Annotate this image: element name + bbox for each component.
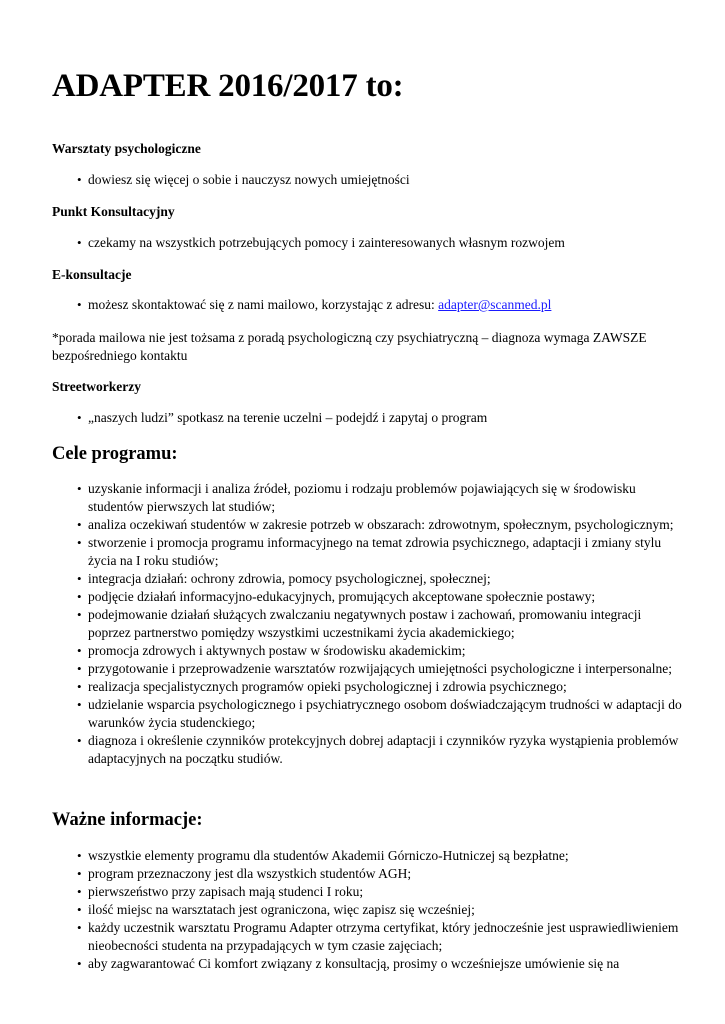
- list-item: • przygotowanie i przeprowadzenie warsztatów rozwijających umiejętności psychologiczne i interpersonalne;: [52, 660, 682, 678]
- list-item: • podjęcie działań informacyjno-edukacyjnych, promujących akceptowane społecznie postawy;: [52, 588, 682, 606]
- workshops-list: [52, 171, 410, 189]
- list-item: • pierwszeństwo przy zapisach mają studenci I roku;: [52, 883, 682, 901]
- list-item: • diagnoza i określenie czynników protekcyjnych dobrej adaptacji i czynników ryzyka wystąpienia problemów adaptacyjnych na początku studiów.: [52, 732, 682, 768]
- list-item: • każdy uczestnik warsztatu Programu Adapter otrzyma certyfikat, który jednocześnie jest usprawiedliwieniem nieobecności studenta na przypadających w tym czasie zajęciach;: [52, 919, 682, 955]
- list-item: • stworzenie i promocja programu informacyjnego na temat zdrowia psychicznego, adaptacji i zmiany stylu życia na I roku studiów;: [52, 534, 682, 570]
- list-item: • „naszych ludzi” spotkasz na terenie uczelni – podejdź i zapytaj o program: [52, 409, 487, 427]
- list-item: • wszystkie elementy programu dla studentów Akademii Górniczo-Hutniczej są bezpłatne;: [52, 847, 682, 865]
- section-heading-streetworkers: Streetworkerzy: [52, 379, 141, 394]
- note-paragraph: *porada mailowa nie jest tożsama z poradą psychologiczną czy psychiatryczną – diagnoza wymaga ZAWSZE bezpośredniego kontaktu: [52, 330, 647, 363]
- goals-list: [52, 480, 682, 768]
- info-list: [52, 847, 682, 973]
- list-item: • podejmowanie działań służących zwalczaniu negatywnych postaw i zachowań, promowaniu integracji poprzez partnerstwo pomiędzy wszystkimi uczestnikami życia akademickiego;: [52, 606, 682, 642]
- streetworkers-list: [52, 409, 487, 427]
- consult-point-list: [52, 234, 565, 252]
- section-heading-consult-point: Punkt Konsultacyjny: [52, 204, 175, 219]
- list-item: • uzyskanie informacji i analiza źródeł, poziomu i rodzaju problemów pojawiających się w środowisku studentów pierwszych lat studiów;: [52, 480, 682, 516]
- section-heading-workshops: Warsztaty psychologiczne: [52, 141, 201, 156]
- list-item: • dowiesz się więcej o sobie i nauczysz nowych umiejętności: [52, 171, 410, 189]
- list-item: • czekamy na wszystkich potrzebujących pomocy i zainteresowanych własnym rozwojem: [52, 234, 565, 252]
- list-item: [52, 296, 551, 314]
- list-item: • aby zagwarantować Ci komfort związany z konsultacją, prosimy o wcześniejsze umówienie się na: [52, 955, 682, 973]
- list-item: • realizacja specjalistycznych programów opieki psychologicznej i zdrowia psychicznego;: [52, 678, 682, 696]
- list-item: • promocja zdrowych i aktywnych postaw w środowisku akademickim;: [52, 642, 682, 660]
- list-item: • udzielanie wsparcia psychologicznego i psychiatrycznego osobom doświadczającym trudności w adaptacji do warunków życia studenckiego;: [52, 696, 682, 732]
- e-consult-list: [52, 296, 551, 314]
- list-item: • integracja działań: ochrony zdrowia, pomocy psychologicznej, społecznej;: [52, 570, 682, 588]
- list-item: • program przeznaczony jest dla wszystkich studentów AGH;: [52, 865, 682, 883]
- section-heading-e-consult: E-konsultacje: [52, 267, 132, 282]
- page-title: ADAPTER 2016/2017 to:: [52, 68, 404, 104]
- e-consult-text: możesz skontaktować się z nami mailowo, korzystając z adresu:: [88, 297, 439, 312]
- email-link[interactable]: adapter@scanmed.pl: [438, 297, 552, 312]
- list-item: • analiza oczekiwań studentów w zakresie potrzeb w obszarach: zdrowotnym, społecznym, psychologicznym;: [52, 516, 682, 534]
- info-heading: Ważne informacje:: [52, 810, 203, 830]
- list-item: • ilość miejsc na warsztatach jest ograniczona, więc zapisz się wcześniej;: [52, 901, 682, 919]
- goals-heading: Cele programu:: [52, 444, 178, 464]
